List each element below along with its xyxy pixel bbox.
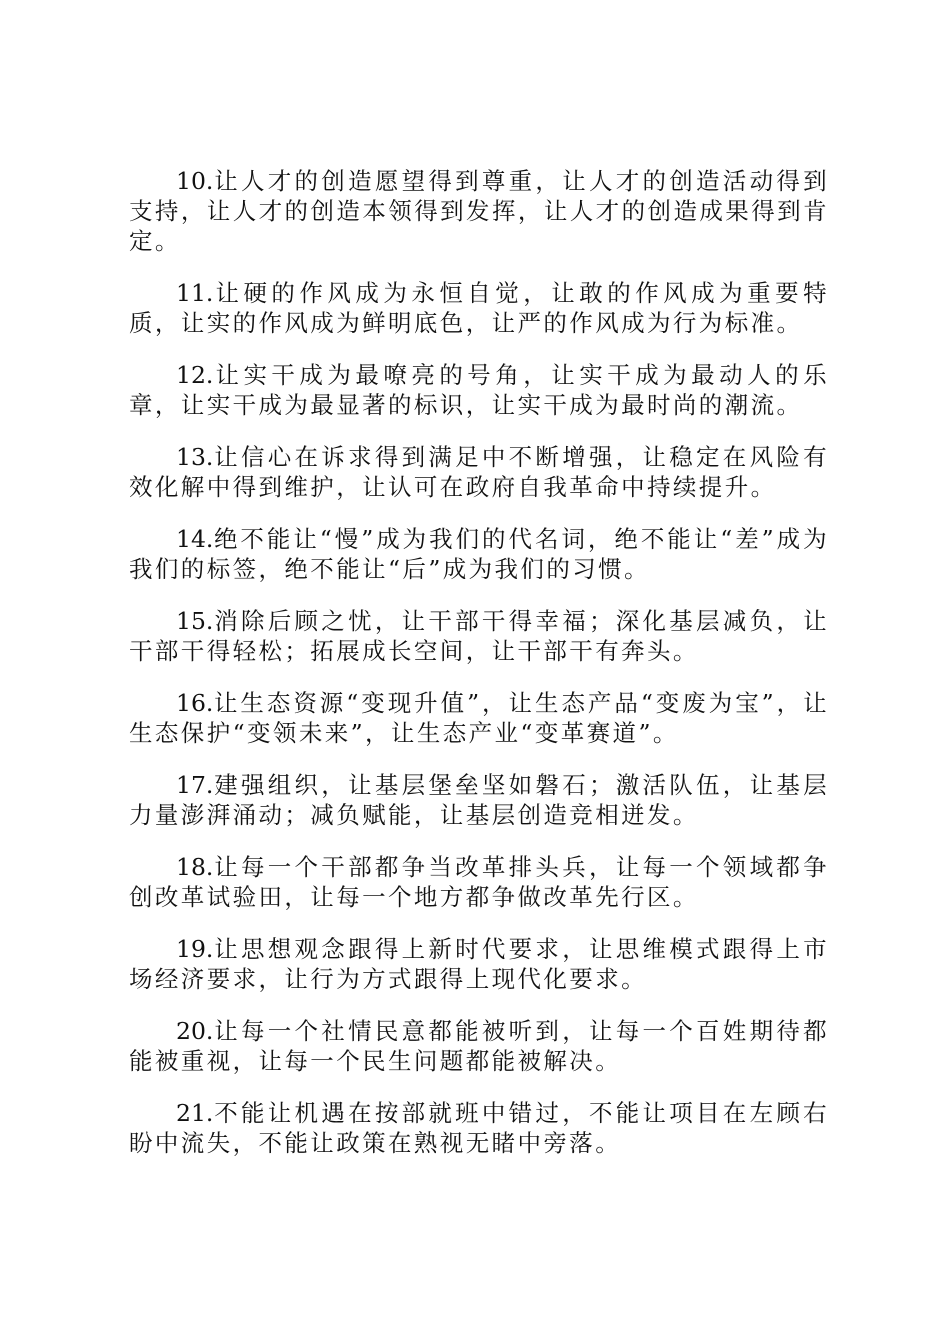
item-number: 11. — [176, 279, 214, 307]
item-number: 17. — [176, 771, 214, 799]
item-number: 19. — [176, 935, 214, 963]
item-text: 绝不能让“慢”成为我们的代名词，绝不能让“差”成为我们的标签，绝不能让“后”成为我们的习惯。 — [129, 525, 829, 583]
list-item-14 — [129, 524, 829, 584]
list-item-10 — [129, 166, 829, 256]
item-number: 14. — [176, 525, 214, 553]
item-text: 让实干成为最嘹亮的号角，让实干成为最动人的乐章，让实干成为最显著的标识，让实干成为最时尚的潮流。 — [129, 361, 829, 419]
item-text: 让生态资源“变现升值”，让生态产品“变废为宝”，让生态保护“变领未来”，让生态产业“变革赛道”。 — [129, 689, 829, 747]
document-body — [129, 166, 829, 1180]
list-item-11 — [129, 278, 829, 338]
list-item-16 — [129, 688, 829, 748]
list-item-19 — [129, 934, 829, 994]
item-number: 18. — [176, 853, 214, 881]
item-text: 让思想观念跟得上新时代要求，让思维模式跟得上市场经济要求，让行为方式跟得上现代化要求。 — [129, 935, 829, 993]
item-text: 建强组织，让基层堡垒坚如磐石；激活队伍，让基层力量澎湃涌动；减负赋能，让基层创造竞相迸发。 — [129, 771, 829, 829]
item-number: 13. — [176, 443, 214, 471]
item-number: 21. — [176, 1099, 214, 1127]
list-item-15 — [129, 606, 829, 666]
item-number: 12. — [176, 361, 214, 389]
list-item-17 — [129, 770, 829, 830]
item-text: 消除后顾之忧，让干部干得幸福；深化基层减负，让干部干得轻松；拓展成长空间，让干部干有奔头。 — [129, 607, 829, 665]
item-text: 让人才的创造愿望得到尊重，让人才的创造活动得到支持，让人才的创造本领得到发挥，让人才的创造成果得到肯定。 — [129, 167, 829, 255]
list-item-18 — [129, 852, 829, 912]
item-text: 让每一个干部都争当改革排头兵，让每一个领域都争创改革试验田，让每一个地方都争做改革先行区。 — [129, 853, 829, 911]
item-number: 10. — [176, 167, 214, 195]
list-item-21 — [129, 1098, 829, 1158]
list-item-13 — [129, 442, 829, 502]
item-text: 让硬的作风成为永恒自觉，让敢的作风成为重要特质，让实的作风成为鲜明底色，让严的作风成为行为标准。 — [129, 279, 829, 337]
item-text: 让信心在诉求得到满足中不断增强，让稳定在风险有效化解中得到维护，让认可在政府自我革命中持续提升。 — [129, 443, 829, 501]
item-text: 让每一个社情民意都能被听到，让每一个百姓期待都能被重视，让每一个民生问题都能被解决。 — [129, 1017, 829, 1075]
item-number: 16. — [176, 689, 214, 717]
item-text: 不能让机遇在按部就班中错过，不能让项目在左顾右盼中流失，不能让政策在熟视无睹中旁落。 — [129, 1099, 829, 1157]
list-item-12 — [129, 360, 829, 420]
list-item-20 — [129, 1016, 829, 1076]
item-number: 20. — [176, 1017, 214, 1045]
item-number: 15. — [176, 607, 214, 635]
